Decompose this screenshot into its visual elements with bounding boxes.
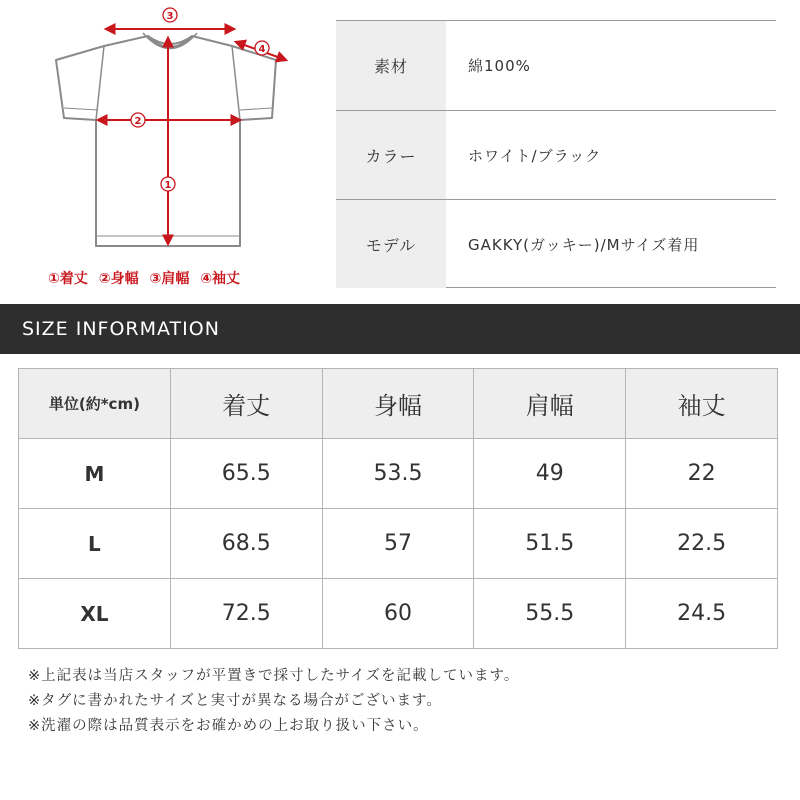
legend-length: ①着丈 xyxy=(48,271,88,287)
marker-4: 4 xyxy=(258,44,266,55)
spec-label: モデル xyxy=(336,200,446,288)
size-information-header xyxy=(0,304,800,354)
table-row xyxy=(19,509,778,579)
size-label: L xyxy=(19,509,171,579)
marker-3: 3 xyxy=(166,11,174,22)
note-line: ※タグに書かれたサイズと実寸が異なる場合がございます。 xyxy=(28,693,442,709)
note-line: ※洗濯の際は品質表示をお確かめの上お取り扱い下さい。 xyxy=(28,718,429,734)
notes xyxy=(28,664,788,739)
spec-label: 素材 xyxy=(336,21,446,110)
marker-1: 1 xyxy=(164,180,172,191)
table-cell: 22.5 xyxy=(626,509,778,579)
table-cell: 60 xyxy=(322,579,474,649)
table-cell: 24.5 xyxy=(626,579,778,649)
spec-row-model xyxy=(336,199,776,288)
spec-label: カラー xyxy=(336,111,446,199)
table-cell: 68.5 xyxy=(170,509,322,579)
size-label: M xyxy=(19,439,171,509)
table-cell: 49 xyxy=(474,439,626,509)
table-cell: 22 xyxy=(626,439,778,509)
column-header: 着丈 xyxy=(170,369,322,439)
spec-row-material xyxy=(336,21,776,110)
unit-header: 単位(約*cm) xyxy=(19,369,171,439)
section-title: SIZE INFORMATION xyxy=(22,318,220,340)
table-row xyxy=(19,439,778,509)
spec-table xyxy=(336,20,776,288)
diagram-legend xyxy=(48,268,246,288)
spec-value: 綿100% xyxy=(468,57,531,75)
legend-width: ②身幅 xyxy=(98,271,139,287)
spec-value: ホワイト/ブラック xyxy=(468,146,602,165)
spec-row-color xyxy=(336,110,776,199)
table-row xyxy=(19,579,778,649)
size-table xyxy=(18,368,778,649)
table-cell: 55.5 xyxy=(474,579,626,649)
marker-2: 2 xyxy=(134,116,142,127)
column-header: 身幅 xyxy=(322,369,474,439)
table-cell: 51.5 xyxy=(474,509,626,579)
table-header-row xyxy=(19,369,778,439)
table-cell: 72.5 xyxy=(170,579,322,649)
note-line: ※上記表は当店スタッフが平置きで採寸したサイズを記載しています。 xyxy=(28,668,520,684)
t-shirt-outline-icon xyxy=(0,0,330,260)
table-cell: 57 xyxy=(322,509,474,579)
column-header: 袖丈 xyxy=(626,369,778,439)
size-label: XL xyxy=(19,579,171,649)
table-cell: 53.5 xyxy=(322,439,474,509)
legend-sleeve: ④袖丈 xyxy=(200,271,241,287)
column-header: 肩幅 xyxy=(474,369,626,439)
legend-shoulder: ③肩幅 xyxy=(149,271,190,287)
size-diagram xyxy=(0,0,330,300)
table-cell: 65.5 xyxy=(170,439,322,509)
spec-value: GAKKY(ガッキー)/Mサイズ着用 xyxy=(468,235,700,254)
